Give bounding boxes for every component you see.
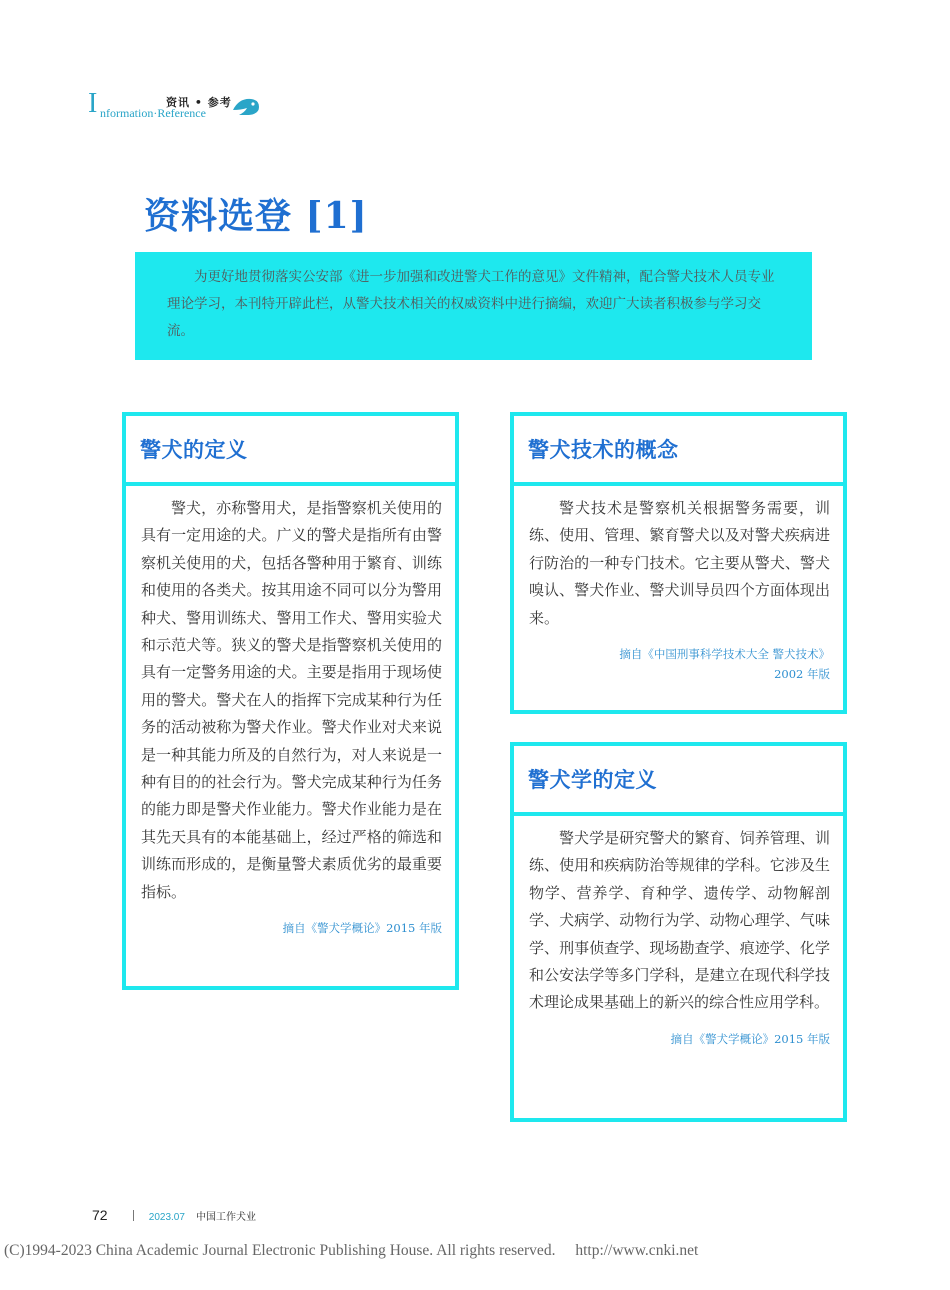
science-title: 警犬学的定义 — [528, 767, 657, 792]
science-source: 摘自《警犬学概论》2015 年版 — [670, 1031, 830, 1046]
science-box-header — [514, 746, 843, 816]
technique-box — [510, 412, 847, 714]
intro-text: 为更好地贯彻落实公安部《进一步加强和改进警犬工作的意见》文件精神，配合警犬技术人员专业理论学习，本刊特开辟此栏，从警犬技术相关的权威资料中进行摘编，欢迎广大读者积极参与学习交流。 — [167, 269, 775, 339]
technique-title: 警犬技术的概念 — [528, 437, 679, 462]
page-title: 资料选登 [1] — [144, 195, 368, 237]
definition-title: 警犬的定义 — [140, 437, 248, 462]
definition-body — [126, 486, 455, 938]
technique-body — [514, 486, 843, 684]
copyright-line — [4, 1242, 698, 1260]
header-english-label: nformation·Reference — [100, 106, 206, 120]
definition-box-header — [126, 416, 455, 486]
technique-source — [529, 644, 830, 684]
page-number: 72 — [92, 1207, 108, 1223]
technique-source-line-2: 2002 年版 — [774, 667, 830, 682]
science-text: 警犬学是研究警犬的繁育、饲养管理、训练、使用和疾病防治等规律的学科。它涉及生物学、营养学、育种学、遗传学、动物解剖学、犬病学、动物行为学、动物心理学、气味学、刑事侦查学、现场勘查学、痕迹学、化学和公安法学等多门学科，是建立在现代科学技术理论成果基础上的新兴的综合性应用学科。 — [529, 829, 830, 1012]
magazine-name: 中国工作犬业 — [196, 1212, 257, 1223]
science-box — [510, 742, 847, 1122]
technique-box-header — [514, 416, 843, 486]
science-body — [514, 816, 843, 1049]
copyright-text: (C)1994-2023 China Academic Journal Electronic Publishing House. All rights reserved. — [4, 1242, 556, 1259]
definition-source: 摘自《警犬学概论》2015 年版 — [282, 921, 442, 936]
copyright-url: http://www.cnki.net — [575, 1242, 699, 1259]
header-initial: I — [88, 88, 98, 119]
technique-text: 警犬技术是警察机关根据警务需要，训练、使用、管理、繁育警犬以及对警犬疾病进行防治的一种专门技术。它主要从警犬、警犬嗅认、警犬作业、警犬训导员四个方面体现出来。 — [529, 499, 830, 627]
header-chinese-label: 资讯 • 参考 — [166, 96, 232, 109]
column-header — [88, 88, 288, 124]
page-footer — [92, 1205, 256, 1225]
issue-date: 2023.07 — [148, 1212, 185, 1223]
technique-source-line-1: 摘自《中国刑事科学技术大全 警犬技术》 — [619, 647, 830, 662]
definition-box — [122, 412, 459, 990]
footer-divider — [133, 1210, 134, 1221]
intro-banner — [135, 252, 812, 360]
definition-text: 警犬，亦称警用犬，是指警察机关使用的具有一定用途的犬。广义的警犬是指所有由警察机关使用的犬，包括各警种用于繁育、训练和使用的各类犬。按其用途不同可以分为警用种犬、警用训练犬、警用工作犬、警用实验犬和示范犬等。狭义的警犬是指警察机关使用的具有一定警务用途的犬。主要是指用于现场使用的警犬。警犬在人的指挥下完成某种行为任务的活动被称为警犬作业。警犬作业对犬来说是一种其能力所及的自然行为，对人来说是一种有目的的社会行为。警犬完成某种行为任务的能力即是警犬作业能力。警犬作业能力是在其先天具有的本能基础上，经过严格的筛选和训练而形成的，是衡量警犬素质优劣的最重要指标。 — [141, 499, 442, 901]
dog-logo-icon — [231, 96, 261, 118]
